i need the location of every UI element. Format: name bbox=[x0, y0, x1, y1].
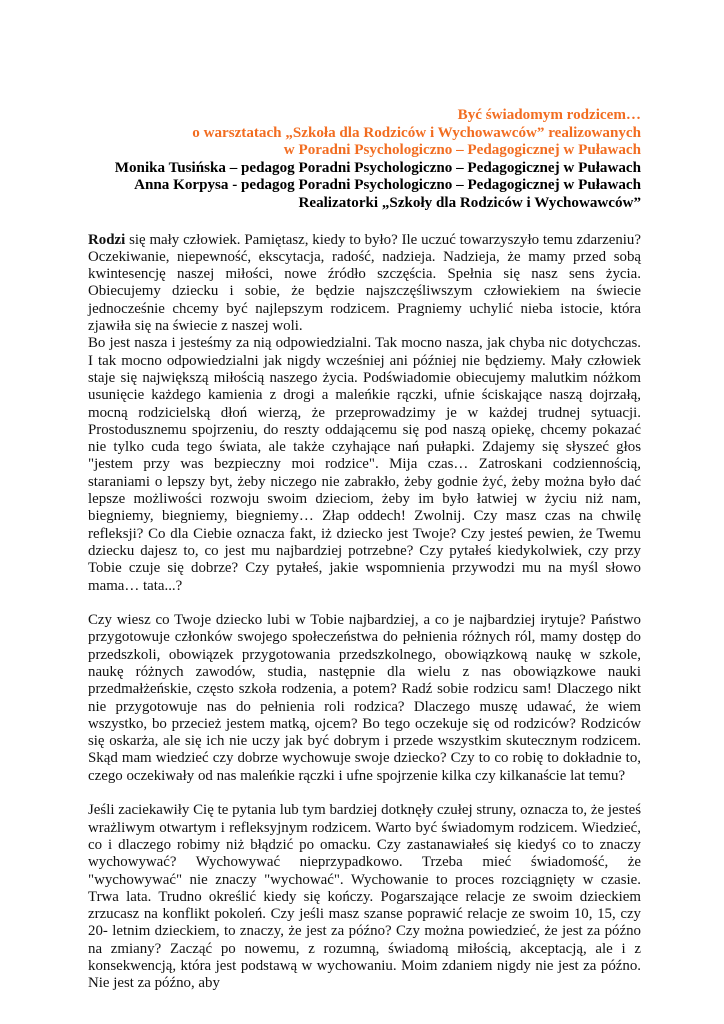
article-body bbox=[88, 232, 641, 993]
paragraph-2: Bo jest nasza i jesteśmy za nią odpowiedzialni. Tak mocno nasza, jak chyba nic dotychczas. I tak mocno odpowiedzialni jak nigdy wcześniej ani później nie będziemy. Mały człowiek staje się największą miłością naszego życia. Podświadomie obiecujemy malutkim nóżkom usunięcie każdego kamienia z drogi a maleńkie rączki, ufnie ściskające naszą dojrzałą, mocną rodzicielską dłoń wierzą, że przeprowadzimy je w każdej trudnej sytuacji. Prostodusznemu spojrzeniu, do reszty oddającemu się pod naszą opiekę, chcemy pokazać nie tylko cuda tego świata, ale także czyhające nań pułapki. Zdajemy się słyszeć głos "jestem przy was bezpieczny moi rodzice". Mija czas… Zatroskani codziennością, staraniami o lepszy byt, żeby niczego nie zabrakło, żeby godnie żyć, żeby można było dać lepsze możliwości rozwoju swoim dzieciom, żeby im było łatwiej w życiu niż nam, biegniemy, biegniemy, biegniemy… Złap oddech! Zwolnij. Czy masz czas na chwilę refleksji? Co dla Ciebie oznacza fakt, iż dziecko jest Twoje? Czy jesteś pewien, że Twemu dziecku dajesz to, co jest mu najbardziej potrzebne? Czy pytałeś kiedykolwiek, czy przy Tobie czuje się dobrze? Czy pytałeś, jakie wspomnienia przywodzi mu na myśl słowo mama… tata...? bbox=[88, 335, 641, 594]
document-page bbox=[88, 107, 641, 993]
article-subtitle-line-1: o warsztatach „Szkoła dla Rodziców i Wychowawców” realizowanych bbox=[192, 124, 641, 141]
paragraph-1-text: się mały człowiek. Pamiętasz, kiedy to było? Ile uczuć towarzyszyło temu zdarzeniu? Oczekiwanie, niepewność, ekscytacja, radość, nadzieja. Nadzieja, że mamy przed sobą kwintesencję naszej miłości, nowe źródło szczęścia. Spełnia się nasz sens życia. Obiecujemy dziecku i sobie, że będzie najszczęśliwszym człowiekiem na świecie jednocześnie chcemy być najlepszym rodzicem. Pragniemy uchylić nieba istocie, która zjawiła się na świecie z naszej woli. bbox=[88, 231, 641, 335]
paragraph-4: Jeśli zaciekawiły Cię te pytania lub tym bardziej dotknęły czułej struny, oznacza to, że jesteś wrażliwym otwartym i refleksyjnym rodzicem. Warto być świadomym rodzicem. Wiedzieć, co i dlaczego robimy niż błądzić po omacku. Czy zastanawiałeś się kiedyś co to znaczy wychowywać? Wychowywać nieprzypadkowo. Trzeba mieć świadomość, że "wychowywać" nie znaczy "wychować". Wychowanie to proces rozciągnięty w czasie. Trwa lata. Trudno określić kiedy się kończy. Pogarszające relacje ze swoim dzieckiem zrzucasz na konflikt pokoleń. Czy jeśli masz szanse poprawić relacje ze swoim 10, 15, czy 20- letnim dzieckiem, to znaczy, że jest za późno? Czy można powiedzieć, że jest za późno na zmiany? Zacząć po nowemu, z rozumną, świadomą miłością, akceptacją, ale i z konsekwencją, która jest podstawą w wychowaniu. Moim zdaniem nigdy nie jest za późno. Nie jest za późno, aby bbox=[88, 802, 641, 992]
author-line-1: Monika Tusińska – pedagog Poradni Psychologiczno – Pedagogicznej w Puławach bbox=[114, 159, 641, 176]
author-line-2: Anna Korpysa - pedagog Poradni Psychologiczno – Pedagogicznej w Puławach bbox=[134, 177, 641, 194]
article-subtitle-line-2: w Poradni Psychologiczno – Pedagogicznej w Puławach bbox=[283, 142, 641, 159]
article-header bbox=[88, 107, 641, 213]
paragraph-1 bbox=[88, 232, 641, 336]
article-title: Być świadomym rodzicem… bbox=[457, 107, 641, 123]
paragraph-1-lead-word: Rodzi bbox=[88, 231, 126, 248]
paragraph-3: Czy wiesz co Twoje dziecko lubi w Tobie najbardziej, a co je najbardziej irytuje? Państwo przygotowuje członków swojego społeczeństwa do pełnienia różnych ról, mamy dostęp do przedszkoli, obowiązek przygotowania przedszkolnego, obowiązkową naukę w szkole, naukę różnych zawodów, studia, następnie dla wielu z nas obowiązkowe nauki przedmałżeńskie, często szkoła rodzenia, a potem? Radź sobie rodzicu sam! Dlaczego nikt nie przygotowuje nas do pełnienia roli rodzica? Dlaczego muszę udawać, że wiem wszystko, bo przecież jestem matką, ojcem? Bo tego oczekuje się od rodziców? Rodziców się oskarża, ale się ich nie uczy jak być dobrym i przede wszystkim skutecznym rodzicem. Skąd mam wiedzieć czy dobrze wychowuje swoje dziecko? Czy to co robię to dokładnie to, czego oczekiwały od nas maleńkie rączki i ufne spojrzenie kilka czy kilkanaście lat temu? bbox=[88, 612, 641, 784]
authors-role-line: Realizatorki „Szkoły dla Rodziców i Wychowawców” bbox=[298, 194, 641, 211]
